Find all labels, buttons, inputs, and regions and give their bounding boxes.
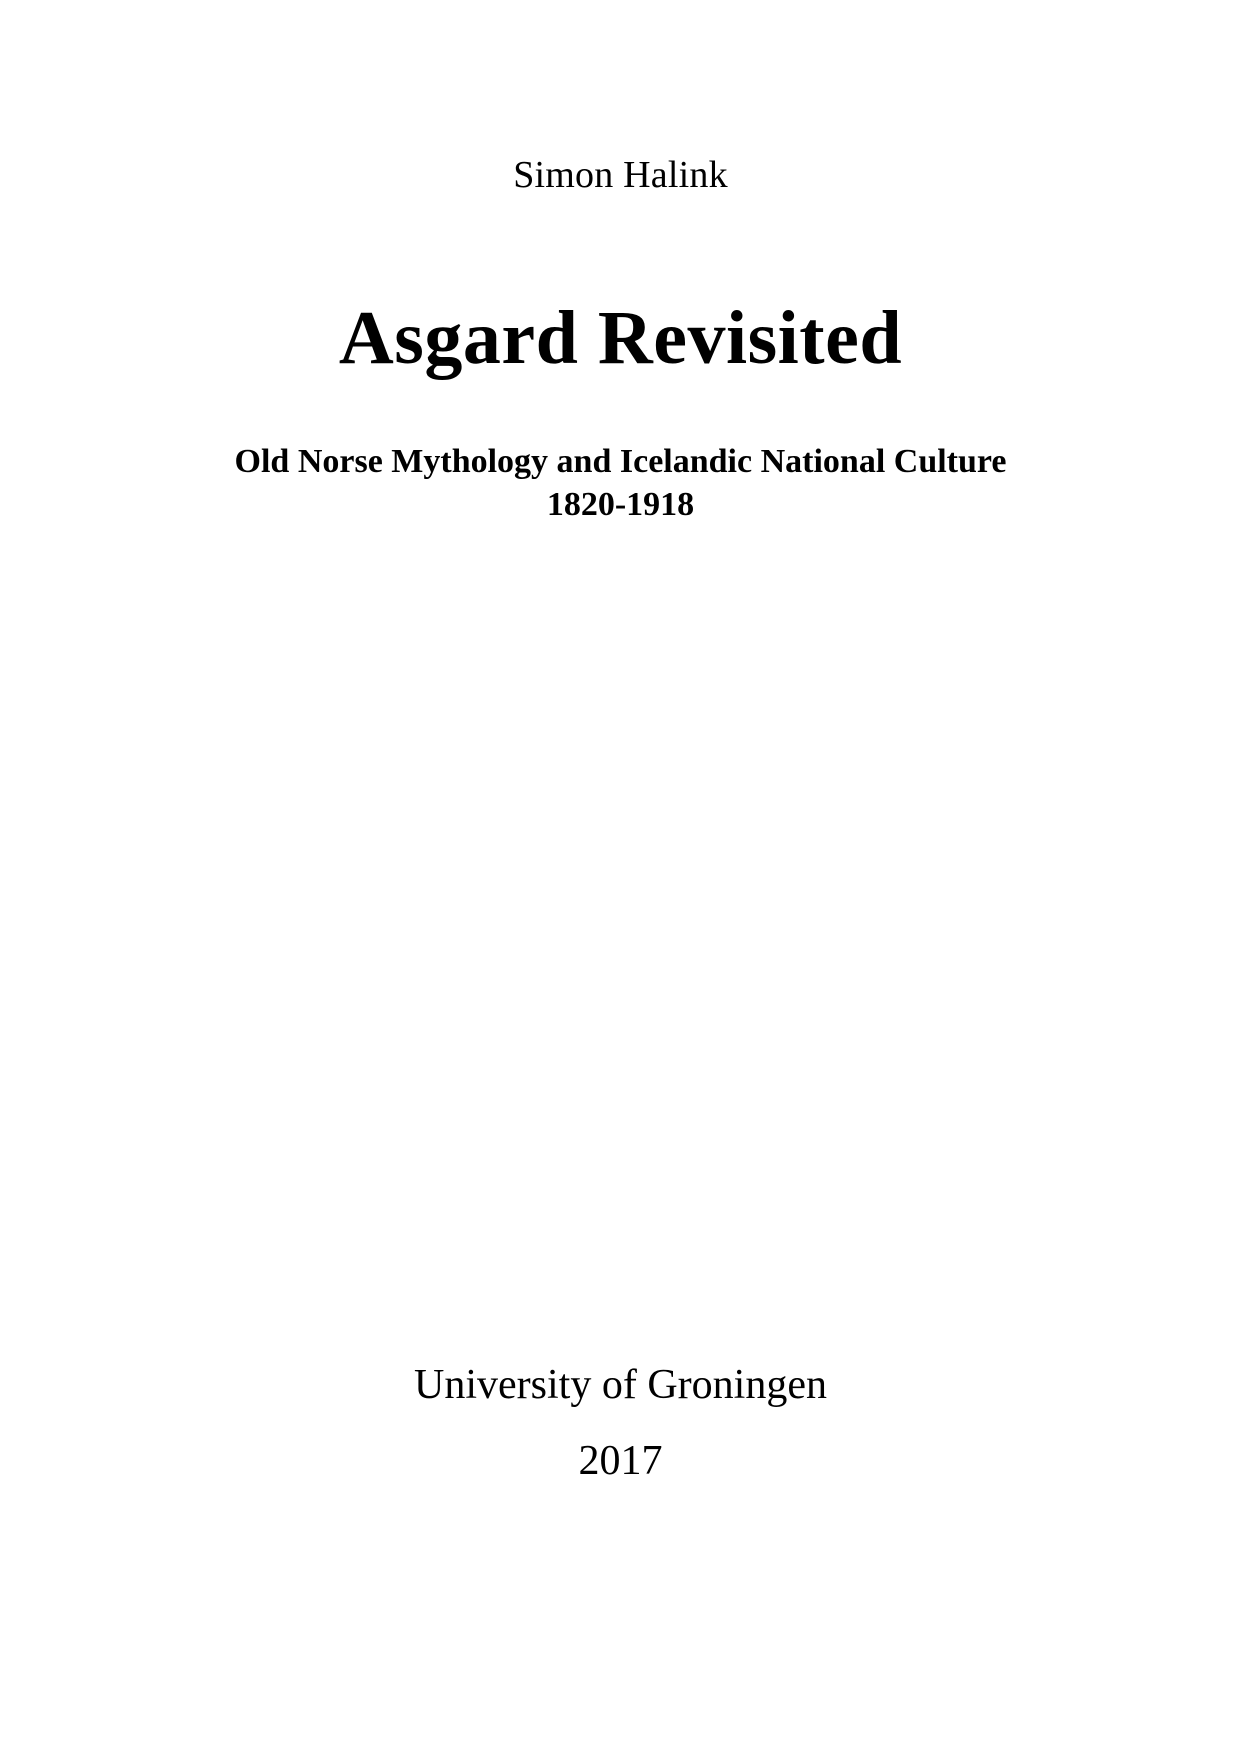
publication-year: 2017	[578, 1438, 663, 1484]
book-subtitle: Old Norse Mythology and Icelandic National Culture	[234, 443, 1007, 480]
author-name: Simon Halink	[513, 154, 728, 196]
period-range: 1820-1918	[546, 486, 695, 523]
institution-name: University of Groningen	[414, 1362, 827, 1408]
book-title: Asgard Revisited	[338, 296, 903, 380]
